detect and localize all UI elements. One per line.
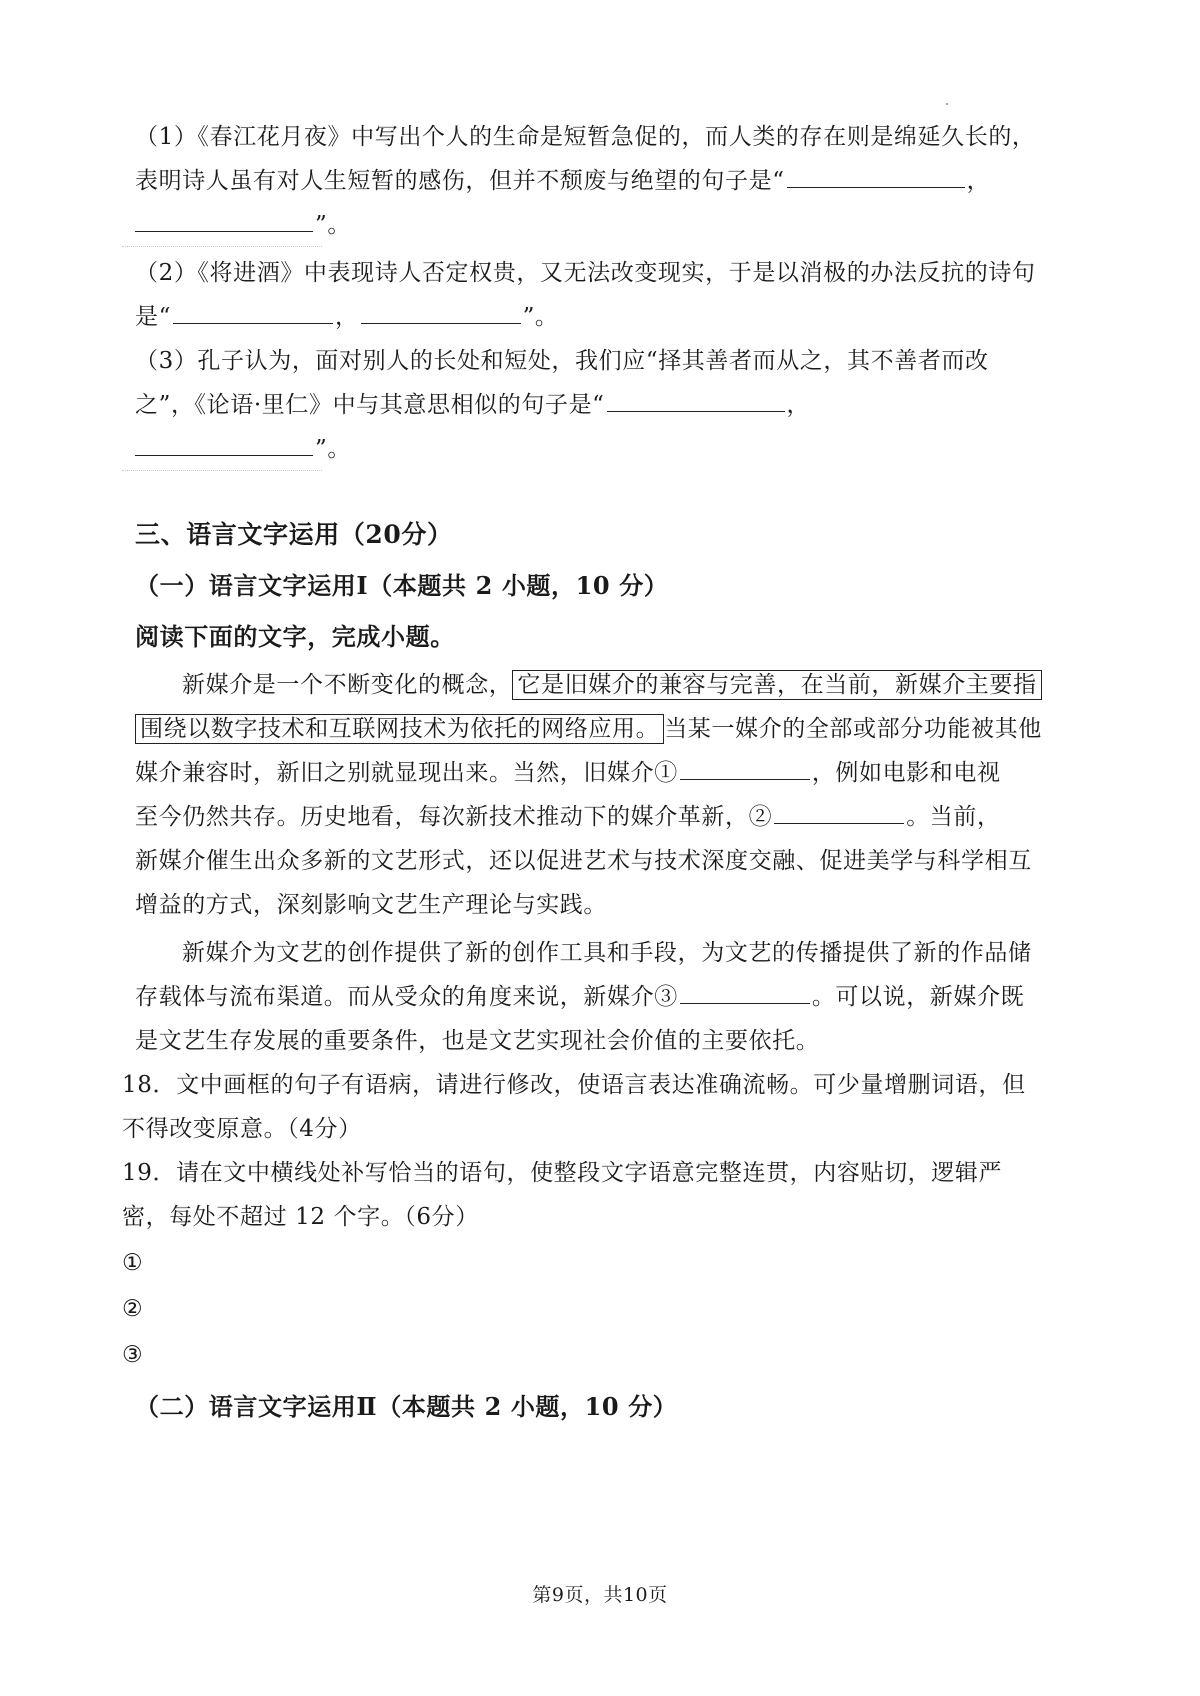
q3-line1: （3）孔子认为，面对别人的长处和短处，我们应“择其善者而从之，其不善者而改 <box>135 348 989 374</box>
passage-p2-line3: 是文艺生存发展的重要条件，也是文艺实现社会价值的主要依托。 <box>135 1028 820 1054</box>
page-footer: 第9页，共10页 <box>532 1584 668 1606</box>
passage-p2-line1: 新媒介为文艺的创作提供了新的创作工具和手段，为文艺的传播提供了新的作品储 <box>182 940 1032 966</box>
q18-line1: 18．文中画框的句子有语病，请进行修改，使语言表达准确流畅。可少量增删词语，但 <box>122 1072 1026 1098</box>
q1-line1: （1）《春江花月夜》中写出个人的生命是短暂急促的，而人类的存在则是绵延久长的， <box>135 124 1036 150</box>
answer-marker-1[interactable]: ① <box>122 1250 144 1276</box>
passage-p1-line4: 至今仍然共存。历史地看，每次新技术推动下的媒介革新，② 。当前， <box>135 800 1070 834</box>
reading-instruction: 阅读下面的文字，完成小题。 <box>135 622 455 651</box>
dotted-guide <box>122 246 322 247</box>
answer-blank[interactable] <box>787 165 965 188</box>
section-title: 三、语言文字运用（20分） <box>135 520 453 549</box>
answer-marker-2[interactable]: ② <box>122 1296 144 1322</box>
q19-line2: 密，每处不超过 12 个字。（6分） <box>122 1204 479 1230</box>
blank-1[interactable] <box>680 757 810 780</box>
q1-line3: ”。 <box>135 208 1070 242</box>
q1-line2: 表明诗人虽有对人生短暂的感伤，但并不颓废与绝望的句子是“ ， <box>135 164 1070 198</box>
subsection-2-title: （二）语言文字运用Ⅱ（本题共 2 小题，10 分） <box>135 1392 678 1421</box>
answer-blank[interactable] <box>135 433 313 456</box>
blank-3[interactable] <box>680 981 810 1004</box>
passage-p1-line2: 围绕以数字技术和互联网技术为依托的网络应用。 当某一媒介的全部或部分功能被其他 <box>135 712 1070 746</box>
answer-blank[interactable] <box>173 301 333 324</box>
answer-marker-3[interactable]: ③ <box>122 1342 144 1368</box>
q2-line2: 是“ ， ”。 <box>135 300 1070 334</box>
q19-line1: 19．请在文中横线处补写恰当的语句，使整段文字语意完整连贯，内容贴切，逻辑严 <box>122 1160 1003 1186</box>
passage-p1-line1: 新媒介是一个不断变化的概念， 它是旧媒介的兼容与完善，在当前，新媒介主要指 <box>182 668 1070 702</box>
boxed-sentence-part2: 围绕以数字技术和互联网技术为依托的网络应用。 <box>135 714 664 744</box>
passage-p1-line3: 媒介兼容时，新旧之别就显现出来。当然，旧媒介① ，例如电影和电视 <box>135 756 1070 790</box>
passage-p1-line6: 增益的方式，深刻影响文艺生产理论与实践。 <box>135 892 607 918</box>
q2-line1: （2）《将进酒》中表现诗人否定权贵，又无法改变现实，于是以消极的办法反抗的诗句 <box>135 260 1036 286</box>
answer-blank[interactable] <box>135 209 313 232</box>
q3-line2: 之”，《论语·里仁》中与其意思相似的句子是“ ， <box>135 388 1070 422</box>
dotted-guide <box>122 470 322 471</box>
subsection-1-title: （一）语言文字运用Ⅰ（本题共 2 小题，10 分） <box>135 571 669 600</box>
passage-p1-line5: 新媒介催生出众多新的文艺形式，还以促进艺术与技术深度交融、促进美学与科学相互 <box>135 848 1032 874</box>
blank-2[interactable] <box>774 801 904 824</box>
boxed-sentence-part1: 它是旧媒介的兼容与完善，在当前，新媒介主要指 <box>512 670 1041 700</box>
answer-blank[interactable] <box>361 301 521 324</box>
answer-blank[interactable] <box>607 389 785 412</box>
q3-line3: ”。 <box>135 432 1070 466</box>
q18-line2: 不得改变原意。（4分） <box>122 1116 362 1142</box>
scan-speck <box>946 103 948 105</box>
passage-p2-line2: 存载体与流布渠道。而从受众的角度来说，新媒介③ 。可以说，新媒介既 <box>135 980 1070 1014</box>
